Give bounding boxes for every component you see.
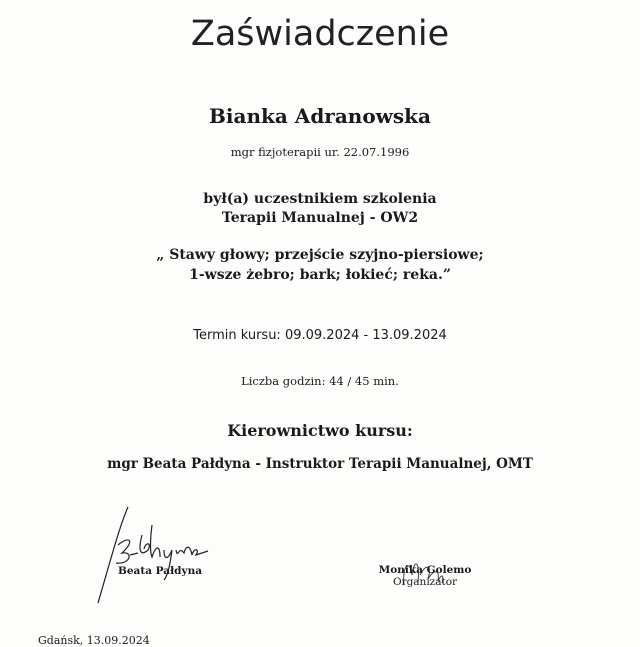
recipient-name: Bianka Adranowska xyxy=(209,104,431,128)
signature-name: Monika Golemo xyxy=(378,564,472,576)
course-name: Terapii Manualnej - OW2 xyxy=(221,210,419,226)
participation-line: był(a) uczestnikiem szkolenia xyxy=(203,191,437,207)
organizer-signature xyxy=(370,564,480,588)
course-topics xyxy=(0,245,640,285)
management-heading: Kierownictwo kursu: xyxy=(227,421,413,440)
course-hours: Liczba godzin: 44 / 45 min. xyxy=(241,374,399,388)
signature-beata-paldyna xyxy=(90,505,230,605)
instructor: mgr Beata Pałdyna - Instruktor Terapii Manualnej, OMT xyxy=(107,456,533,472)
place-date: Gdańsk, 13.09.2024 xyxy=(38,634,150,647)
recipient-details: mgr fizjoterapii ur. 22.07.1996 xyxy=(230,145,410,159)
certificate-title: Zaświadczenie xyxy=(190,14,450,54)
signature-role: Organizator xyxy=(392,576,458,588)
course-dates: Termin kursu: 09.09.2024 - 13.09.2024 xyxy=(193,328,447,343)
topics-line: „ Stawy głowy; przejście szyjno-piersiowe; xyxy=(156,247,484,263)
signature-name: Beata Pałdyna xyxy=(118,565,203,577)
participation-text xyxy=(0,190,640,228)
topics-line: 1-wsze żebro; bark; łokieć; reka.” xyxy=(189,267,451,283)
